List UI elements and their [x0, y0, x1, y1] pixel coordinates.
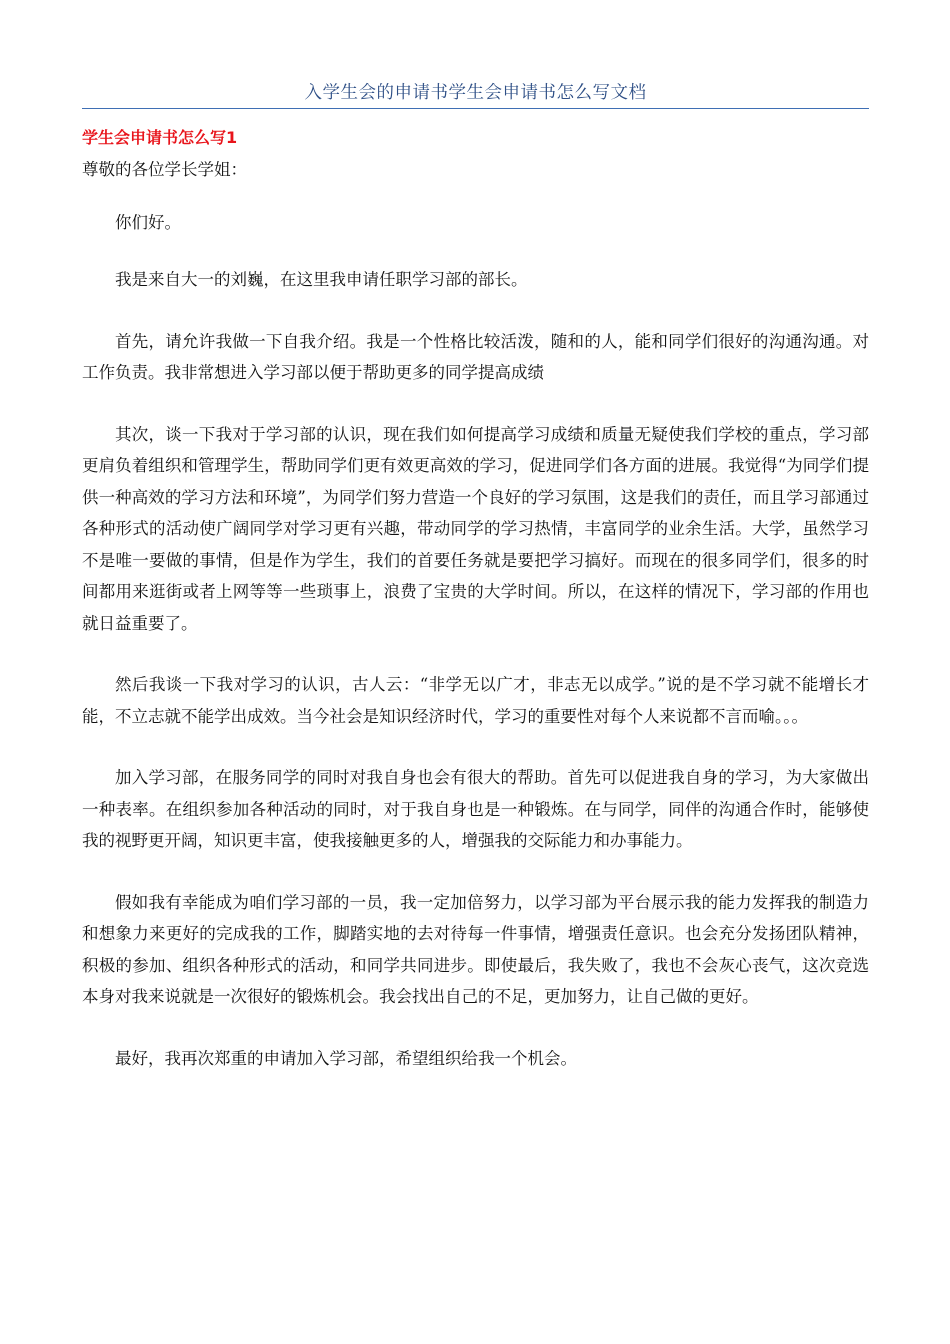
section-heading: 学生会申请书怎么写1: [82, 128, 238, 147]
paragraph-learning-understanding: 然后我谈一下我对学习的认识，古人云：“非学无以广才，非志无以成学。”说的是不学习就不能增长才能，不立志就不能学出成效。当今社会是知识经济时代，学习的重要性对每个人来说都不言而喻。。。: [82, 675, 869, 726]
paragraph-closing: 最好，我再次郑重的申请加入学习部，希望组织给我一个机会。: [115, 1048, 577, 1068]
paragraph-department-understanding: 其次，谈一下我对于学习部的认识，现在我们如何提高学习成绩和质量无疑使我们学校的重点，学习部更肩负着组织和管理学生，帮助同学们更有效更高效的学习，促进同学们各方面的进展。我觉得“为同学们提供一种高效的学习方法和环境”，为同学们努力营造一个良好的学习氛围，这是我们的责任，而且学习部通过各种形式的活动使广阔同学对学习更有兴趣，带动同学的学习热情，丰富同学的业余生活。大学，虽然学习不是唯一要做的事情，但是作为学生，我们的首要任务就是要把学习搞好。而现在的很多同学们，很多的时间都用来逛街或者上网等等一些琐事上，浪费了宝贵的大学时间。所以，在这样的情况下，学习部的作用也就日益重要了。: [82, 424, 869, 633]
paragraph-self-introduction: 首先，请允许我做一下自我介绍。我是一个性格比较活泼，随和的人，能和同学们很好的沟通沟通。对工作负责。我非常想进入学习部以便于帮助更多的同学提高成绩: [82, 331, 869, 382]
paragraph-greeting: 你们好。: [115, 212, 181, 232]
letter-salutation: 尊敬的各位学长学姐：: [82, 160, 247, 179]
paragraph-commitment: 假如我有幸能成为咱们学习部的一员，我一定加倍努力，以学习部为平台展示我的能力发挥我的制造力和想象力来更好的完成我的工作，脚踏实地的去对待每一件事情，增强责任意识。也会充分发扬团队精神，积极的参加、组织各种形式的活动，和同学共同进步。即使最后，我失败了，我也不会灰心丧气，这次竞选本身对我来说就是一次很好的锻炼机会。我会找出自己的不足，更加努力，让自己做的更好。: [82, 892, 869, 1006]
paragraph-introduction: 我是来自大一的刘巍，在这里我申请任职学习部的部长。: [115, 270, 528, 289]
paragraph-personal-benefit: 加入学习部，在服务同学的同时对我自身也会有很大的帮助。首先可以促进我自身的学习，为大家做出一种表率。在组织参加各种活动的同时，对于我自身也是一种锻炼。在与同学，同伴的沟通合作时，能够使我的视野更开阔，知识更丰富，使我接触更多的人，增强我的交际能力和办事能力。: [82, 768, 869, 850]
document-title: 入学生会的申请书学生会申请书怎么写文档: [304, 83, 647, 103]
page-header: [82, 78, 869, 109]
document-body: [82, 154, 869, 1074]
